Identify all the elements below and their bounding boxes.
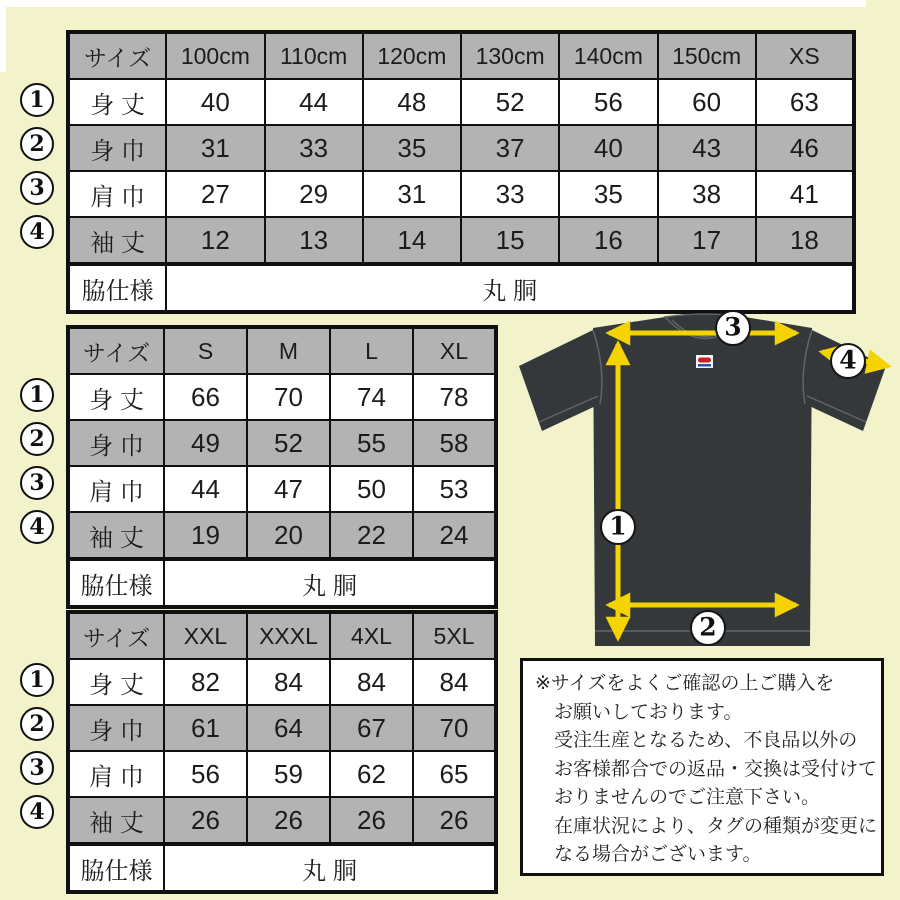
size-cell: 55: [330, 420, 413, 466]
size-cell: 40: [559, 125, 657, 171]
size-cell: 33: [461, 171, 559, 217]
row-label-cell: 肩 巾: [68, 171, 166, 217]
adult-size-table: [66, 325, 498, 609]
size-cell: 26: [413, 797, 496, 844]
size-cell: 12: [166, 217, 264, 264]
column-header: 100cm: [166, 32, 264, 79]
table-row-body-width: [68, 420, 496, 466]
left-sleeve: [519, 330, 600, 431]
size-cell: 53: [413, 466, 496, 512]
badge-2-number: 2: [699, 612, 717, 642]
size-cell: 41: [756, 171, 854, 217]
row-marker-1: 1: [20, 378, 54, 412]
row-label-cell: 身 巾: [68, 705, 164, 751]
column-header: XL: [413, 327, 496, 374]
column-header: サイズ: [68, 612, 164, 659]
column-header: 5XL: [413, 612, 496, 659]
size-cell: 58: [413, 420, 496, 466]
page-white-margin-left: [0, 0, 6, 72]
column-header: 4XL: [330, 612, 413, 659]
side-spec-label: 脇仕様: [68, 559, 164, 607]
size-cell: 84: [330, 659, 413, 705]
row-label-cell: 袖 丈: [68, 512, 164, 559]
note-line: 受注生産となるため、不良品以外の: [554, 730, 858, 751]
side-spec-label: 脇仕様: [68, 264, 166, 312]
size-cell: 70: [413, 705, 496, 751]
size-cell: 13: [265, 217, 363, 264]
header-row: [68, 327, 496, 374]
note-line: お願いしております。: [554, 701, 743, 723]
row-label-cell: 身 丈: [68, 79, 166, 125]
row-label-cell: 袖 丈: [68, 797, 164, 844]
column-header: 140cm: [559, 32, 657, 79]
size-cell: 47: [247, 466, 330, 512]
side-spec-label: 脇仕様: [68, 844, 164, 892]
size-cell: 48: [363, 79, 461, 125]
row-label-cell: 身 巾: [68, 125, 166, 171]
row-marker-1: 1: [20, 663, 54, 697]
size-cell: 27: [166, 171, 264, 217]
size-cell: 33: [265, 125, 363, 171]
size-cell: 14: [363, 217, 461, 264]
size-cell: 31: [363, 171, 461, 217]
table-row-sleeve-length: [68, 217, 854, 264]
kids-size-table: [66, 30, 856, 314]
size-cell: 52: [247, 420, 330, 466]
size-cell: 29: [265, 171, 363, 217]
size-cell: 46: [756, 125, 854, 171]
row-marker-4: 4: [20, 795, 54, 829]
side-spec-value: 丸 胴: [164, 844, 496, 892]
header-row: [68, 32, 854, 79]
column-header: M: [247, 327, 330, 374]
column-header: 120cm: [363, 32, 461, 79]
large-size-table: [66, 610, 498, 894]
table-row-side-spec: [68, 559, 496, 607]
page-white-margin-top: [0, 0, 866, 7]
row-marker-4: 4: [20, 215, 54, 249]
size-cell: 26: [164, 797, 247, 844]
size-cell: 66: [164, 374, 247, 420]
size-cell: 59: [247, 751, 330, 797]
size-cell: 62: [330, 751, 413, 797]
row-marker-4: 4: [20, 510, 54, 544]
table-row-side-spec: [68, 844, 496, 892]
size-cell: 40: [166, 79, 264, 125]
column-header: サイズ: [68, 327, 164, 374]
row-marker-2: 2: [20, 127, 54, 161]
row-label-cell: 袖 丈: [68, 217, 166, 264]
row-marker-2: 2: [20, 422, 54, 456]
badge-4-number: 4: [839, 345, 857, 375]
size-cell: 65: [413, 751, 496, 797]
table-row-shoulder-width: [68, 751, 496, 797]
size-cell: 38: [658, 171, 756, 217]
size-cell: 74: [330, 374, 413, 420]
neck-tag-stripe: [698, 364, 711, 367]
column-header: XS: [756, 32, 854, 79]
badge-1-number: 1: [609, 511, 627, 541]
column-header: L: [330, 327, 413, 374]
table-row-body-width: [68, 125, 854, 171]
size-cell: 18: [756, 217, 854, 264]
table-row-body-length: [68, 659, 496, 705]
table-row-sleeve-length: [68, 797, 496, 844]
note-line: お客様都合での返品・交換は受付けて: [554, 758, 878, 780]
note-line: なる場合がございます。: [554, 844, 762, 865]
size-cell: 60: [658, 79, 756, 125]
column-header: XXXL: [247, 612, 330, 659]
size-cell: 52: [461, 79, 559, 125]
table-row-body-length: [68, 374, 496, 420]
size-cell: 20: [247, 512, 330, 559]
size-table-adult: [29, 325, 498, 609]
row-label-cell: 肩 巾: [68, 751, 164, 797]
size-cell: 44: [164, 466, 247, 512]
row-label-cell: 身 丈: [68, 374, 164, 420]
size-cell: 82: [164, 659, 247, 705]
row-marker-3: 3: [20, 466, 54, 500]
size-cell: 61: [164, 705, 247, 751]
purchase-notes-box: [520, 658, 884, 876]
size-cell: 84: [413, 659, 496, 705]
size-cell: 15: [461, 217, 559, 264]
row-label-cell: 身 巾: [68, 420, 164, 466]
size-cell: 70: [247, 374, 330, 420]
size-cell: 35: [559, 171, 657, 217]
size-cell: 35: [363, 125, 461, 171]
tshirt-measurement-diagram: [505, 298, 900, 660]
column-header: 130cm: [461, 32, 559, 79]
row-label-cell: 身 丈: [68, 659, 164, 705]
size-cell: 43: [658, 125, 756, 171]
table-row-shoulder-width: [68, 171, 854, 217]
size-cell: 56: [559, 79, 657, 125]
size-table-kids: [29, 30, 856, 314]
size-cell: 16: [559, 217, 657, 264]
header-row: [68, 612, 496, 659]
table-row-body-width: [68, 705, 496, 751]
note-line: 在庫状況により、タグの種類が変更に: [554, 815, 878, 837]
size-cell: 26: [330, 797, 413, 844]
size-cell: 22: [330, 512, 413, 559]
size-cell: 56: [164, 751, 247, 797]
column-header: サイズ: [68, 32, 166, 79]
size-cell: 63: [756, 79, 854, 125]
table-row-body-length: [68, 79, 854, 125]
size-cell: 24: [413, 512, 496, 559]
size-cell: 19: [164, 512, 247, 559]
column-header: 110cm: [265, 32, 363, 79]
size-cell: 49: [164, 420, 247, 466]
column-header: 150cm: [658, 32, 756, 79]
size-cell: 50: [330, 466, 413, 512]
size-cell: 84: [247, 659, 330, 705]
row-marker-1: 1: [20, 83, 54, 117]
size-table-large: [29, 610, 498, 894]
row-label-cell: 肩 巾: [68, 466, 164, 512]
size-cell: 44: [265, 79, 363, 125]
row-marker-3: 3: [20, 751, 54, 785]
size-cell: 31: [166, 125, 264, 171]
table-row-shoulder-width: [68, 466, 496, 512]
size-cell: 17: [658, 217, 756, 264]
table-row-sleeve-length: [68, 512, 496, 559]
size-cell: 64: [247, 705, 330, 751]
size-cell: 37: [461, 125, 559, 171]
size-cell: 67: [330, 705, 413, 751]
column-header: XXL: [164, 612, 247, 659]
badge-3-number: 3: [724, 312, 742, 342]
side-spec-value: 丸 胴: [166, 264, 854, 312]
side-spec-value: 丸 胴: [164, 559, 496, 607]
column-header: S: [164, 327, 247, 374]
note-line: おりませんのでご注意下さい。: [554, 787, 821, 808]
note-line: ※サイズをよくご確認の上ご購入を: [535, 673, 835, 694]
size-cell: 78: [413, 374, 496, 420]
row-marker-3: 3: [20, 171, 54, 205]
row-marker-2: 2: [20, 707, 54, 741]
neck-tag-logo: [698, 358, 711, 363]
size-cell: 26: [247, 797, 330, 844]
